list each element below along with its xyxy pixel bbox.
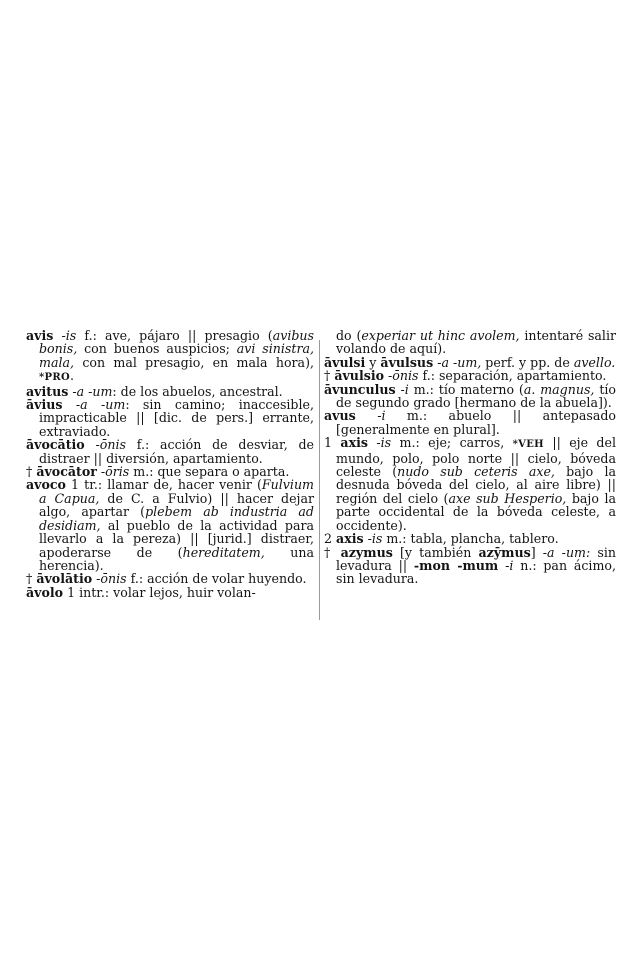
headword: āvulsio — [334, 368, 385, 384]
dictionary-entry-avitus — [26, 385, 314, 398]
entry-text: f.: ave, pájaro || presagio ( — [76, 328, 273, 343]
entry-text: † — [324, 544, 341, 560]
dictionary-entry-avulsi — [324, 356, 616, 369]
left-column — [26, 329, 314, 599]
entry-text: bajo la parte occidental de la bóveda celeste, a occidente). — [336, 490, 616, 533]
entry-text: m.: eje; carros, — [391, 435, 513, 451]
entry-text: *PRO — [39, 372, 70, 384]
italic-text: -ōnis — [388, 368, 419, 384]
headword: azymus — [340, 544, 393, 560]
italic-text: -i — [377, 408, 386, 424]
italic-text: avibus bonis, — [39, 328, 315, 357]
headword: avoco — [26, 477, 66, 493]
dictionary-entry-avocator — [26, 465, 314, 478]
entry-text: 1 tr.: llamar de, hacer venir ( — [65, 477, 262, 493]
italic-text: -ōris — [100, 464, 130, 480]
headword: āvulsi — [324, 354, 366, 370]
headword: azȳmus — [478, 544, 531, 560]
entry-text: sin levadura || — [336, 544, 617, 573]
entry-text: † — [324, 368, 335, 384]
entry-text: *VEH — [512, 439, 544, 451]
entry-text: † — [26, 464, 37, 480]
italic-text: -ōnis — [95, 437, 126, 453]
entry-text: n.: pan ácimo, sin levadura. — [336, 557, 616, 587]
headword: avitus — [26, 383, 69, 399]
italic-text: avi sinistra, mala, — [39, 341, 314, 370]
entry-text: : sin camino; inaccesible, impracticable || [dic. de pers.] errante, extraviado. — [39, 397, 314, 439]
headword: āvocātor — [36, 464, 97, 480]
dictionary-entry-azymus — [324, 546, 616, 586]
italic-text: nudo sub ceteris axe, — [397, 464, 555, 480]
entry-text: m.: tabla, plancha, tablero. — [382, 531, 559, 547]
headword: avus — [324, 408, 356, 424]
italic-text: plebem ab industria ad desidiam, — [39, 504, 314, 533]
entry-text: m.: tío materno ( — [408, 381, 524, 397]
entry-text: : de los abuelos, ancestral. — [112, 383, 283, 399]
italic-text: experiar ut hinc avolem, — [361, 328, 520, 343]
italic-text: a. magnus, — [523, 381, 595, 397]
entry-text: con mal presagio, en mala hora), — [74, 354, 314, 370]
italic-text: -ōnis — [96, 571, 127, 587]
entry-text: do ( — [336, 328, 362, 343]
italic-text: -i — [505, 557, 514, 573]
entry-text: una herencia). — [39, 544, 314, 573]
dictionary-entry-avoco — [26, 478, 314, 572]
headword: -mon -mum — [413, 557, 499, 573]
headword: āvunculus — [324, 381, 396, 397]
entry-text: 1 — [324, 435, 341, 451]
italic-text: -a -um: — [542, 544, 591, 560]
right-column — [324, 329, 616, 586]
italic-text: -a -um — [72, 383, 113, 399]
entry-text: f.: acción de volar huyendo. — [126, 571, 307, 587]
entry-text: 2 — [324, 531, 337, 547]
headword: āvius — [26, 397, 63, 413]
entry-text: m.: que separa o aparta. — [129, 464, 290, 480]
italic-text: -is — [367, 531, 383, 547]
dictionary-entry-avius — [26, 398, 314, 438]
dictionary-entry-avolo — [26, 586, 314, 599]
italic-text: Fulvium a Capua, — [39, 477, 314, 506]
entry-text: || eje del mundo, polo, polo norte || cielo, bóveda celeste ( — [336, 435, 616, 480]
entry-text: de C. a Fulvio) || hacer dejar algo, apartar ( — [39, 490, 314, 520]
headword: āvocātio — [26, 437, 85, 453]
italic-text: avello. — [573, 354, 616, 370]
dictionary-entry-axis2 — [324, 532, 616, 545]
entry-text: perf. y pp. de — [481, 354, 574, 370]
dictionary-entry-avolatio — [26, 572, 314, 585]
entry-text: f.: separación, apartamiento. — [418, 368, 607, 384]
entry-text: . — [69, 368, 74, 384]
dictionary-entry-avis — [26, 329, 314, 385]
dictionary-entry-avolo-cont — [324, 329, 616, 356]
dictionary-entry-avocatio — [26, 438, 314, 465]
italic-text: -is — [376, 435, 392, 451]
entry-text: al pueblo de la actividad para llevarlo a la pereza) || [jurid.] distraer, apoderarse de ( — [39, 517, 314, 560]
entry-text: † — [26, 571, 37, 587]
headword: āvulsus — [380, 354, 434, 370]
entry-text: con buenos auspicios; — [77, 341, 237, 357]
headword: axis — [336, 531, 364, 547]
entry-text: intentaré salir volando de aquí). — [336, 328, 617, 357]
dictionary-entry-axis1 — [324, 436, 616, 532]
dictionary-entry-avulsio — [324, 369, 616, 382]
entry-text: 1 intr.: volar lejos, huir volan- — [63, 584, 256, 600]
italic-text: -a -um, — [437, 354, 482, 370]
italic-text: -i — [400, 381, 409, 397]
entry-text: bajo la desnuda bóveda del cielo, al aire libre) || región del cielo ( — [336, 464, 617, 506]
column-divider — [319, 340, 320, 620]
entry-text: tío de segundo grado [hermano de la abuela]). — [336, 381, 616, 411]
headword: āvolātio — [36, 571, 93, 587]
entry-text: f.: acción de desviar, de distraer || diversión, apartamiento. — [39, 437, 314, 466]
entry-text: y — [365, 354, 381, 370]
italic-text: -a -um — [75, 397, 126, 413]
dictionary-entry-avus — [324, 409, 616, 436]
dictionary-entry-avunculus — [324, 383, 616, 410]
entry-text: m.: abuelo || antepasado [generalmente en plural]. — [336, 408, 616, 437]
headword: axis — [340, 435, 368, 451]
headword: āvolo — [26, 584, 64, 600]
italic-text: -is — [61, 328, 77, 343]
headword: avis — [26, 328, 54, 343]
entry-text: [y también — [392, 544, 479, 560]
italic-text: hereditatem, — [182, 544, 265, 560]
entry-text: ] — [530, 544, 543, 560]
italic-text: axe sub Hesperio, — [448, 490, 567, 506]
